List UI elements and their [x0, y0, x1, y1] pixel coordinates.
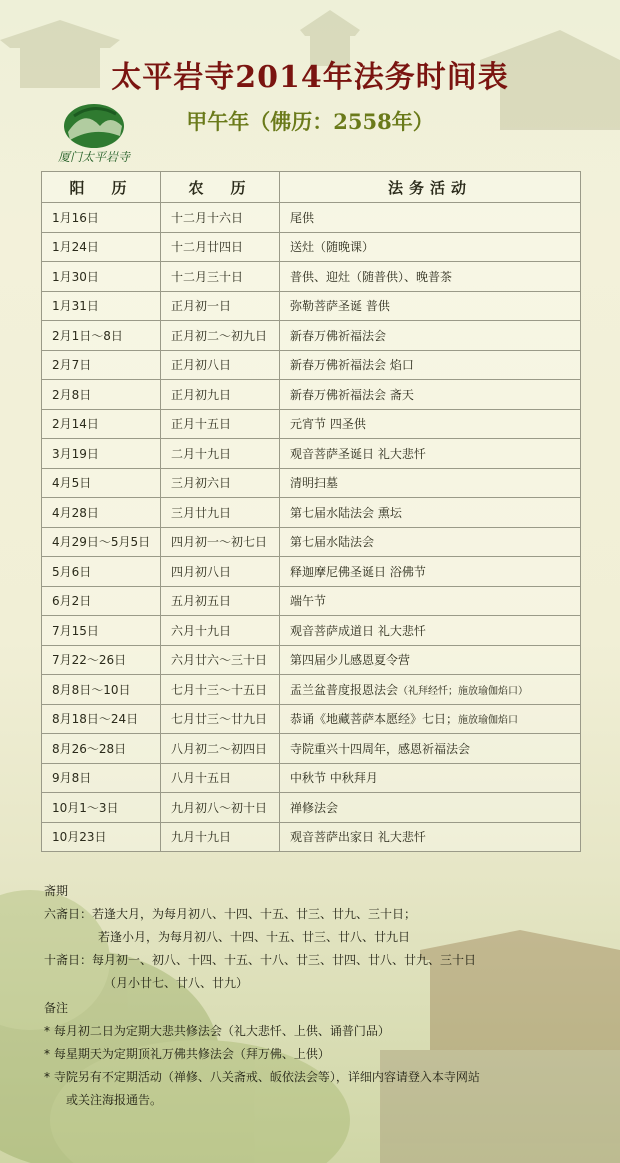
solar-cell: 7月15日	[42, 616, 161, 646]
activity-cell	[280, 498, 581, 528]
lunar-cell: 正月初八日	[161, 350, 280, 380]
solar-cell: 3月19日	[42, 439, 161, 469]
six-fasting-days-line2: 若逢小月，为每月初八、十四、十五、廿三、廿八、廿九日	[98, 930, 411, 944]
table-row	[42, 439, 581, 469]
table-row	[42, 321, 581, 351]
activity-note: （礼拜经忏；施放瑜伽焰口）	[398, 685, 529, 697]
table-row	[42, 527, 581, 557]
table-row	[42, 498, 581, 528]
lunar-cell: 三月初六日	[161, 468, 280, 498]
activity-text: 普供、迎灶（随普供）、晚普茶	[290, 269, 453, 284]
lunar-cell: 七月廿三～廿九日	[161, 704, 280, 734]
solar-cell: 2月14日	[42, 409, 161, 439]
table-row	[42, 557, 581, 587]
table-row	[42, 291, 581, 321]
lunar-cell: 八月十五日	[161, 763, 280, 793]
lunar-cell: 二月十九日	[161, 439, 280, 469]
activity-text: 清明扫墓	[290, 476, 339, 491]
lunar-cell: 十二月三十日	[161, 262, 280, 292]
lunar-cell: 十二月廿四日	[161, 232, 280, 262]
remarks-heading: 备注	[44, 1001, 69, 1015]
activity-text: 新春万佛祈福法会	[290, 328, 387, 343]
page-subtitle: 甲午年（佛历：2558年）	[186, 109, 434, 134]
lunar-cell: 九月初八～初十日	[161, 793, 280, 823]
solar-cell: 2月1日～8日	[42, 321, 161, 351]
remark-1: * 每月初二日为定期大悲共修法会（礼大悲忏、上供、诵普门品）	[44, 1024, 390, 1038]
activity-cell	[280, 232, 581, 262]
activity-cell	[280, 763, 581, 793]
remark-2: * 每星期天为定期顶礼万佛共修法会（拜万佛、上供）	[44, 1047, 330, 1061]
table-row	[42, 704, 581, 734]
activity-text: 新春万佛祈福法会 斋天	[290, 387, 414, 402]
activity-text: 观音菩萨圣诞日 礼大悲忏	[290, 446, 426, 461]
solar-cell: 6月2日	[42, 586, 161, 616]
activity-cell	[280, 734, 581, 764]
solar-cell: 4月29日～5月5日	[42, 527, 161, 557]
solar-cell: 8月8日～10日	[42, 675, 161, 705]
activity-text: 第七届水陆法会	[290, 535, 375, 550]
activity-text: 尾供	[290, 210, 315, 225]
solar-cell: 4月28日	[42, 498, 161, 528]
remark-3: * 寺院另有不定期活动（禅修、八关斋戒、皈依法会等），详细内容请登入本寺网站	[44, 1070, 480, 1084]
table-row	[42, 675, 581, 705]
activity-text: 禅修法会	[290, 800, 339, 815]
table-row	[42, 409, 581, 439]
solar-cell: 10月1～3日	[42, 793, 161, 823]
six-fasting-days-line1: 六斋日：若逢大月，为每月初八、十四、十五、廿三、廿九、三十日；	[44, 907, 417, 921]
activity-text: 观音菩萨成道日 礼大悲忏	[290, 623, 426, 638]
activity-cell	[280, 822, 581, 852]
lunar-cell: 正月初九日	[161, 380, 280, 410]
logo-text: 厦门太平岩寺	[57, 150, 130, 164]
activity-cell	[280, 645, 581, 675]
activity-text: 第四届少儿感恩夏令营	[290, 653, 411, 668]
fasting-heading: 斋期	[44, 884, 69, 898]
table-row	[42, 616, 581, 646]
solar-cell: 10月23日	[42, 822, 161, 852]
table-header-row	[42, 172, 581, 203]
table-row	[42, 232, 581, 262]
solar-cell: 9月8日	[42, 763, 161, 793]
activity-text: 观音菩萨出家日 礼大悲忏	[290, 830, 426, 845]
remark-3-continued: 或关注海报通告。	[66, 1093, 163, 1107]
solar-cell: 5月6日	[42, 557, 161, 587]
activity-cell	[280, 616, 581, 646]
activity-text: 盂兰盆普度报恩法会	[290, 682, 399, 697]
header-solar: 阳 历	[42, 172, 161, 203]
lunar-cell: 四月初八日	[161, 557, 280, 587]
solar-cell: 1月24日	[42, 232, 161, 262]
activity-cell	[280, 468, 581, 498]
activity-text: 端午节	[290, 594, 327, 609]
schedule-table	[41, 171, 581, 852]
activity-cell	[280, 586, 581, 616]
ten-fasting-days-line2: （月小廿七、廿八、廿九）	[104, 976, 249, 990]
activity-text: 新春万佛祈福法会 焰口	[290, 358, 414, 373]
lunar-cell: 四月初一～初七日	[161, 527, 280, 557]
activity-text: 寺院重兴十四周年，感恩祈福法会	[290, 741, 471, 756]
activity-cell	[280, 675, 581, 705]
activity-cell	[280, 203, 581, 233]
activity-cell	[280, 557, 581, 587]
lunar-cell: 正月十五日	[161, 409, 280, 439]
page-title: 太平岩寺2014年法务时间表	[111, 60, 509, 95]
solar-cell: 2月8日	[42, 380, 161, 410]
solar-cell: 7月22～26日	[42, 645, 161, 675]
table-row	[42, 203, 581, 233]
activity-text: 恭诵《地藏菩萨本愿经》七日；	[290, 712, 459, 727]
activity-cell	[280, 793, 581, 823]
table-row	[42, 645, 581, 675]
lunar-cell: 正月初二～初九日	[161, 321, 280, 351]
table-row	[42, 793, 581, 823]
activity-text: 弥勒菩萨圣诞 普供	[290, 299, 390, 314]
lunar-cell: 六月廿六～三十日	[161, 645, 280, 675]
solar-cell: 2月7日	[42, 350, 161, 380]
solar-cell: 1月16日	[42, 203, 161, 233]
activity-cell	[280, 439, 581, 469]
lunar-cell: 正月初一日	[161, 291, 280, 321]
lunar-cell: 十二月十六日	[161, 203, 280, 233]
table-row	[42, 822, 581, 852]
ten-fasting-days-line1: 十斋日：每月初一、初八、十四、十五、十八、廿三、廿四、廿八、廿九、三十日	[44, 953, 477, 967]
activity-text: 元宵节 四圣供	[290, 417, 366, 432]
lunar-cell: 六月十九日	[161, 616, 280, 646]
solar-cell: 8月18日～24日	[42, 704, 161, 734]
activity-cell	[280, 704, 581, 734]
activity-note: 施放瑜伽焰口	[458, 715, 519, 727]
table-row	[42, 763, 581, 793]
activity-cell	[280, 350, 581, 380]
activity-text: 送灶（随晚课）	[290, 240, 375, 255]
header-activity: 法务活动	[280, 172, 581, 203]
table-row	[42, 586, 581, 616]
schedule-body	[42, 203, 581, 852]
lunar-cell: 九月十九日	[161, 822, 280, 852]
notes-section	[44, 878, 604, 1112]
activity-cell	[280, 527, 581, 557]
solar-cell: 4月5日	[42, 468, 161, 498]
lunar-cell: 八月初二～初四日	[161, 734, 280, 764]
activity-text: 第七届水陆法会 熏坛	[290, 505, 402, 520]
activity-cell	[280, 380, 581, 410]
solar-cell: 1月31日	[42, 291, 161, 321]
activity-text: 释迦摩尼佛圣诞日 浴佛节	[290, 564, 426, 579]
lunar-cell: 七月十三～十五日	[161, 675, 280, 705]
header-lunar: 农 历	[161, 172, 280, 203]
table-row	[42, 468, 581, 498]
solar-cell: 8月26～28日	[42, 734, 161, 764]
table-row	[42, 734, 581, 764]
table-row	[42, 262, 581, 292]
activity-cell	[280, 262, 581, 292]
table-row	[42, 380, 581, 410]
solar-cell: 1月30日	[42, 262, 161, 292]
activity-text: 中秋节 中秋拜月	[290, 771, 378, 786]
table-row	[42, 350, 581, 380]
activity-cell	[280, 321, 581, 351]
lunar-cell: 三月廿九日	[161, 498, 280, 528]
activity-cell	[280, 291, 581, 321]
lunar-cell: 五月初五日	[161, 586, 280, 616]
activity-cell	[280, 409, 581, 439]
